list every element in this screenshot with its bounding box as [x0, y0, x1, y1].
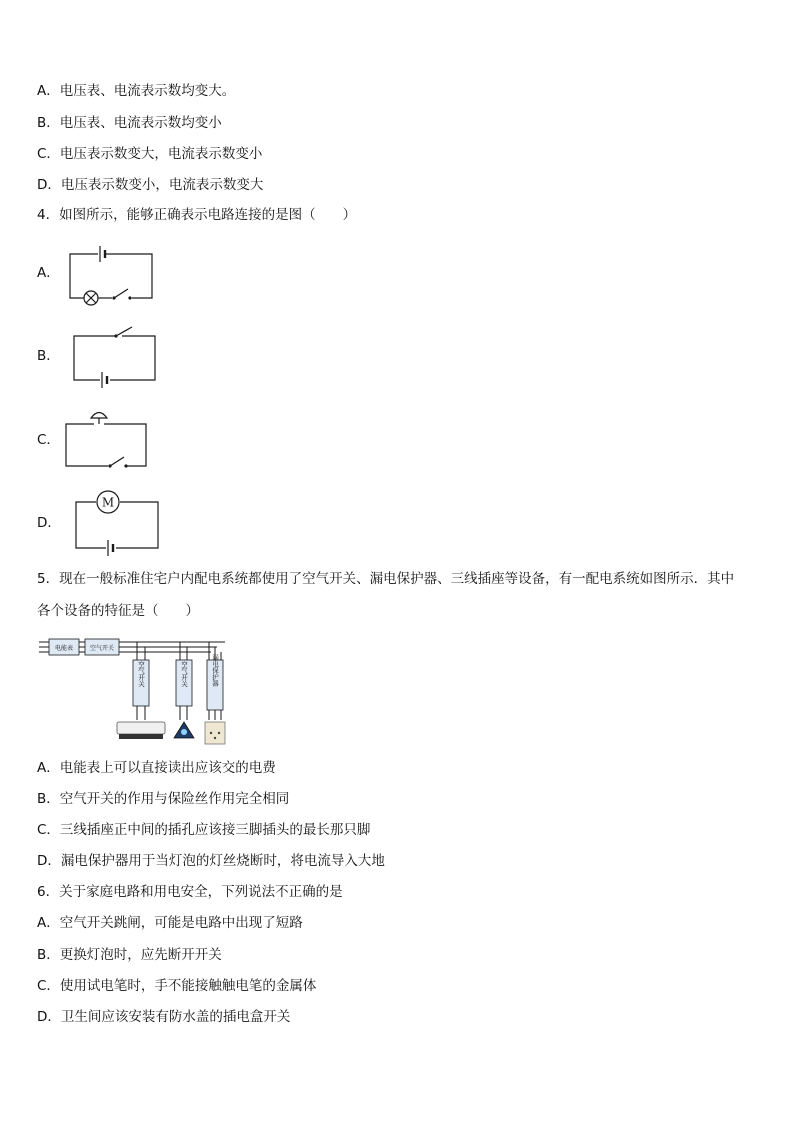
- q5-option-b: B．空气开关的作用与保险丝作用完全相同: [37, 791, 290, 807]
- q6-option-a: A．空气开关跳闸，可能是电路中出现了短路: [37, 915, 303, 931]
- q3-option-c: C．电压表示数变大，电流表示数变小: [37, 146, 263, 162]
- q5-option-d: D．漏电保护器用于当灯泡的灯丝烧断时，将电流导入大地: [37, 853, 385, 869]
- q6-option-c: C．使用试电笔时，手不能接触触电笔的金属体: [37, 978, 317, 994]
- socket-icon: [205, 722, 225, 744]
- switch-icon: [110, 457, 124, 466]
- q4-figure-d-label: D．: [37, 515, 61, 531]
- branch2-label: 空气开关: [180, 661, 188, 687]
- branch1-label: 空气开关: [137, 661, 145, 687]
- bell-icon: [91, 413, 107, 419]
- q4-circuit-c: [60, 408, 160, 472]
- main-switch-label: 空气开关: [89, 645, 115, 652]
- q4-stem: 4．如图所示，能够正确表示电路连接的是图（ ）: [37, 207, 357, 223]
- meter-label: 电能表: [54, 645, 74, 652]
- q5-option-c: C．三线插座正中间的插孔应该接三脚插头的最长那只脚: [37, 822, 371, 838]
- switch-icon: [116, 327, 132, 336]
- q3-option-b: B．电压表、电流表示数均变小: [37, 115, 222, 131]
- q4-figure-c-label: C．: [37, 432, 60, 448]
- air-conditioner-icon: [117, 722, 165, 734]
- q4-circuit-b: [60, 322, 170, 392]
- q3-option-d: D．电压表示数变小，电流表示数变大: [37, 177, 264, 193]
- branch3-label: 漏电保护器: [211, 653, 219, 687]
- switch-icon: [114, 289, 128, 298]
- q4-circuit-d: [60, 488, 170, 558]
- q5-distribution-diagram: [37, 634, 237, 746]
- q3-option-a: A．电压表、电流表示数均变大。: [37, 83, 236, 99]
- q5-stem-line1: 5．现在一般标准住宅户内配电系统都使用了空气开关、漏电保护器、三线插座等设备，有一配电系统如图所示．其中: [37, 571, 735, 587]
- motor-symbol: M: [101, 495, 115, 510]
- q5-option-a: A．电能表上可以直接读出应该交的电费: [37, 760, 276, 776]
- q5-stem-line2: 各个设备的特征是（ ）: [37, 603, 199, 619]
- q6-option-b: B．更换灯泡时，应先断开开关: [37, 947, 222, 963]
- q4-circuit-a: [60, 238, 170, 308]
- q4-figure-b-label: B．: [37, 348, 60, 364]
- q6-stem: 6．关于家庭电路和用电安全，下列说法不正确的是: [37, 884, 343, 900]
- q4-figure-a-label: A．: [37, 265, 60, 281]
- q6-option-d: D．卫生间应该安装有防水盖的插电盒开关: [37, 1009, 291, 1025]
